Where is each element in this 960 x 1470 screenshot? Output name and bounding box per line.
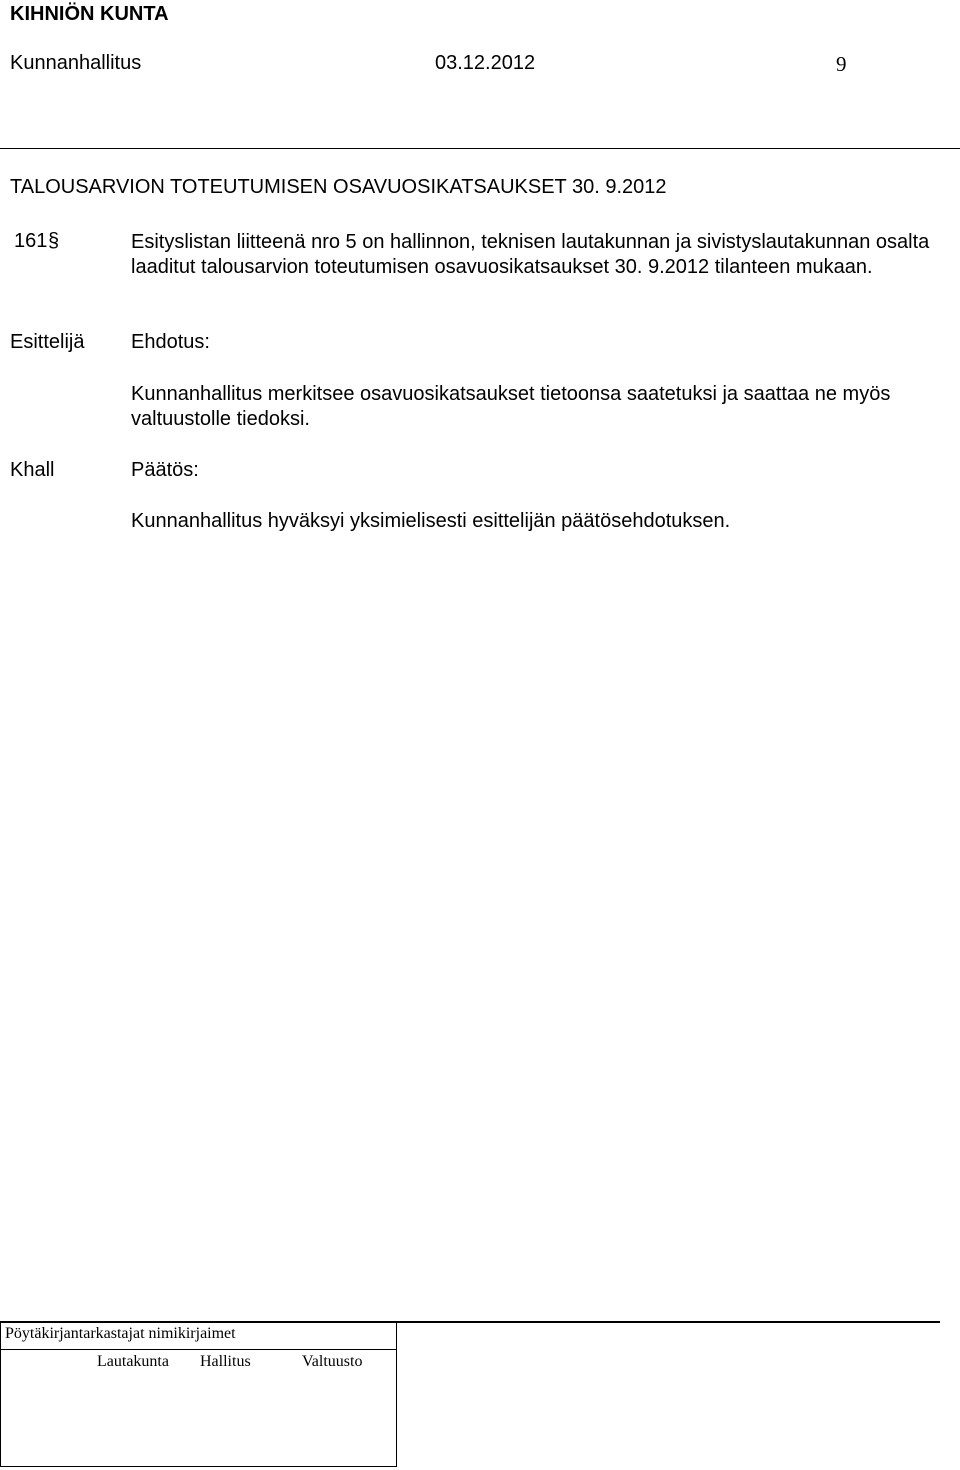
organization-name: KIHNIÖN KUNTA (10, 3, 169, 25)
section-sign: § (48, 230, 60, 252)
proposal-text: Kunnanhallitus merkitsee osavuosikatsaukset tietoonsa saatetuksi ja saattaa ne myös valtuustolle tiedoksi. (131, 383, 891, 430)
signature-column-hallitus: Hallitus (200, 1353, 251, 1370)
signature-table (0, 1322, 397, 1467)
meeting-date: 03.12.2012 (435, 52, 536, 74)
proposal-heading: Ehdotus: (131, 331, 210, 353)
signature-table-title: Pöytäkirjantarkastajat nimikirjaimet (5, 1325, 236, 1342)
decision-heading: Päätös: (131, 459, 199, 481)
item-number: 161 (14, 230, 48, 252)
page-number: 9 (836, 52, 847, 76)
body-name: Kunnanhallitus (10, 52, 142, 74)
presenter-label: Esittelijä (10, 331, 85, 353)
decider-label: Khall (10, 459, 55, 481)
signature-column-valtuusto: Valtuusto (302, 1353, 363, 1370)
header-divider (0, 148, 960, 149)
item-text: Esityslistan liitteenä nro 5 on hallinnon, teknisen lautakunnan ja sivistyslautakunnan osalta laaditut talousarvion toteutumisen osavuosikatsaukset 30. 9.2012 tilanteen mukaan. (131, 231, 930, 278)
signature-column-lautakunta: Lautakunta (97, 1353, 169, 1370)
signature-table-header-rule (0, 1349, 397, 1350)
signature-table-left-rule (0, 1322, 1, 1467)
decision-text: Kunnanhallitus hyväksyi yksimielisesti esittelijän päätösehdotuksen. (131, 510, 731, 532)
section-title: TALOUSARVION TOTEUTUMISEN OSAVUOSIKATSAUKSET 30. 9.2012 (10, 176, 667, 198)
signature-table-bottom-rule (0, 1466, 397, 1467)
